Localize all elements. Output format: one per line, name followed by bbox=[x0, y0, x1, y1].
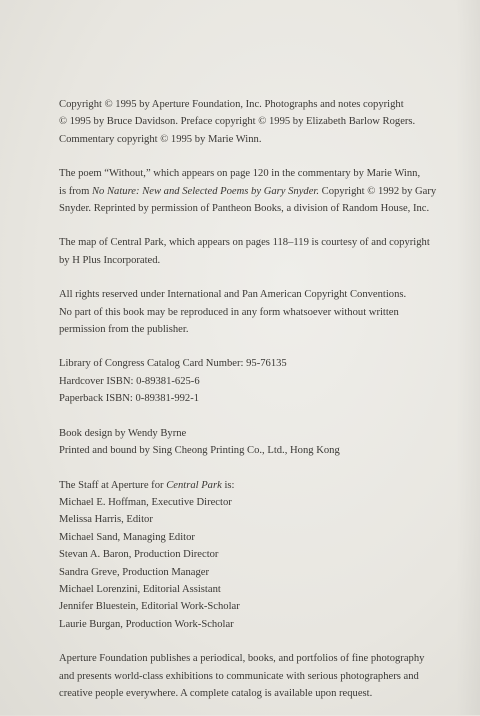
map-credit-line: The map of Central Park, which appears on pages 118–119 is courtesy of and copyright bbox=[59, 237, 430, 249]
poem-credit-line: The poem “Without,” which appears on page 120 in the commentary by Marie Winn, bbox=[59, 168, 421, 180]
staff-heading-prefix: The Staff at Aperture for bbox=[59, 479, 167, 491]
rights-line: All rights reserved under International and Pan American Copyright Conventions. bbox=[59, 289, 407, 301]
poem-credit bbox=[59, 165, 459, 217]
copyright-line: Commentary copyright © 1995 by Marie Winn. bbox=[59, 133, 262, 145]
staff-book-title: Central Park bbox=[166, 479, 222, 491]
copyright-page bbox=[59, 96, 459, 716]
staff-member: Michael E. Hoffman, Executive Director bbox=[59, 496, 232, 508]
about-line: and presents world-class exhibitions to communicate with serious photographers and bbox=[59, 670, 419, 682]
catalog-info bbox=[59, 355, 459, 407]
page-edge-shadow bbox=[456, 0, 480, 715]
catalog-line: Hardcover ISBN: 0-89381-625-6 bbox=[59, 375, 200, 387]
staff-member: Jennifer Bluestein, Editorial Work-Scholar bbox=[59, 601, 240, 613]
staff-member: Laurie Burgan, Production Work-Scholar bbox=[59, 618, 234, 630]
catalog-line: Library of Congress Catalog Card Number: 95-76135 bbox=[59, 358, 287, 370]
rights-line: permission from the publisher. bbox=[59, 324, 189, 336]
staff-member: Stevan A. Baron, Production Director bbox=[59, 549, 219, 561]
copyright-notice bbox=[59, 96, 459, 148]
staff-heading bbox=[59, 477, 459, 494]
staff-heading-suffix: is: bbox=[221, 479, 235, 491]
staff-list bbox=[59, 477, 459, 634]
rights-notice bbox=[59, 286, 459, 338]
staff-member: Michael Sand, Managing Editor bbox=[59, 531, 195, 543]
design-line: Book design by Wendy Byrne bbox=[59, 427, 187, 439]
poem-book-title: No Nature: New and Selected Poems by Gary Snyder. bbox=[91, 185, 319, 197]
map-credit bbox=[59, 234, 459, 269]
staff-member: Sandra Greve, Production Manager bbox=[59, 566, 210, 578]
copyright-line: © 1995 by Bruce Davidson. Preface copyright © 1995 by Elizabeth Barlow Rogers. bbox=[59, 116, 416, 128]
design-line: Printed and bound by Sing Cheong Printing Co., Ltd., Hong Kong bbox=[59, 445, 340, 457]
about-line: Aperture Foundation publishes a periodical, books, and portfolios of fine photography bbox=[59, 653, 425, 665]
rights-line: No part of this book may be reproduced in any form whatsoever without written bbox=[59, 306, 399, 318]
map-credit-line: by H Plus Incorporated. bbox=[59, 254, 161, 266]
catalog-line: Paperback ISBN: 0-89381-992-1 bbox=[59, 393, 200, 405]
staff-member: Michael Lorenzini, Editorial Assistant bbox=[59, 583, 221, 595]
poem-credit-prefix: is from bbox=[59, 185, 92, 197]
poem-credit-suffix: Copyright © 1992 by Gary bbox=[319, 185, 437, 197]
design-credit bbox=[59, 425, 459, 460]
about-line: creative people everywhere. A complete catalog is available upon request. bbox=[59, 687, 373, 699]
aperture-about bbox=[59, 650, 459, 702]
staff-member: Melissa Harris, Editor bbox=[59, 514, 153, 526]
copyright-line: Copyright © 1995 by Aperture Foundation, Inc. Photographs and notes copyright bbox=[59, 99, 404, 110]
poem-credit-line: Snyder. Reprinted by permission of Pantheon Books, a division of Random House, Inc. bbox=[59, 203, 430, 215]
poem-credit-line bbox=[59, 183, 459, 200]
